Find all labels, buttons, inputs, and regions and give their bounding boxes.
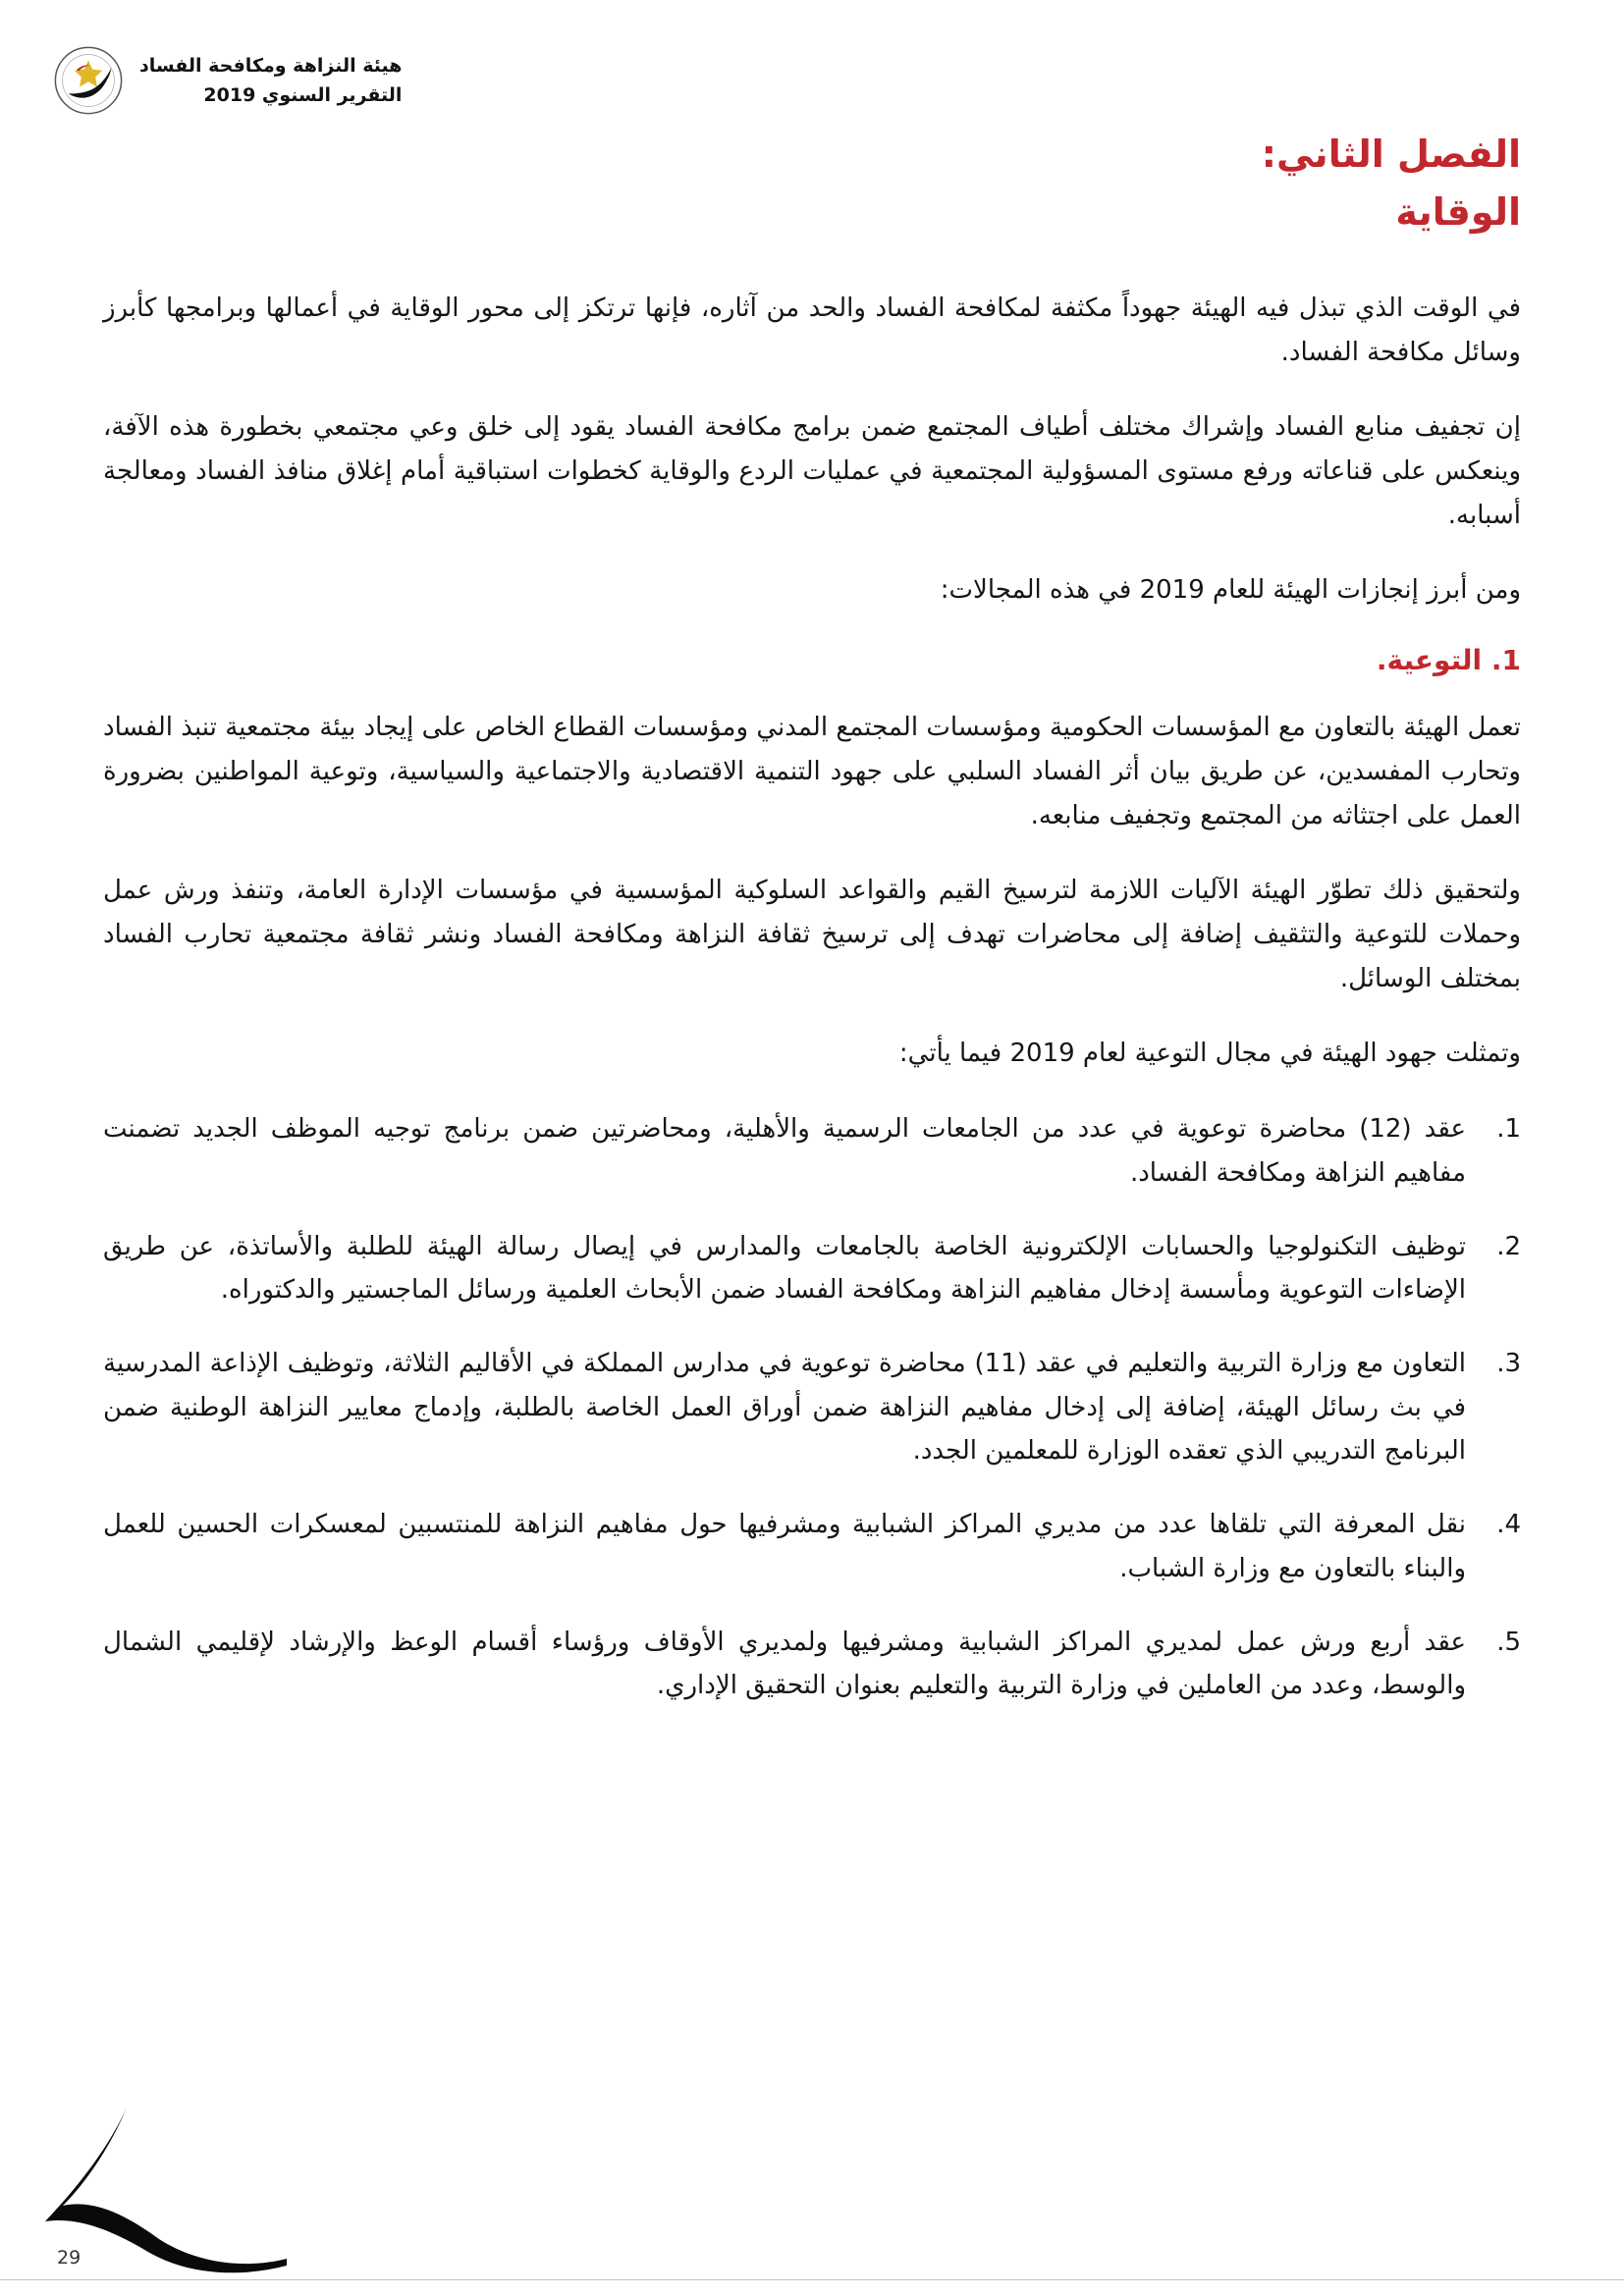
awareness-paragraph-3: وتمثلت جهود الهيئة في مجال التوعية لعام 2019 فيما يأتي:	[898, 1039, 1521, 1069]
chapter-title-line1: الفصل الثاني:	[1261, 133, 1521, 176]
brand-text	[139, 51, 402, 111]
list-item-text: توظيف التكنولوجيا والحسابات الإلكترونية الخاصة بالجامعات والمدارس في إيصال رسالة الهيئة للطلبة والأساتذة، عن طريق الإضاءات التوعوية ومأسسة إدخال مفاهيم النزاهة ومكافحة الفساد ضمن الأبحاث العلمية ورسائل الماجستير والدكتوراه.	[103, 1231, 1466, 1306]
list-item-text: نقل المعرفة التي تلقاها عدد من مديري المراكز الشبابية ومشرفيها حول مفاهيم النزاهة للمنتسبين لمعسكرات الحسين للعمل والبناء بالتعاون مع وزارة الشباب.	[103, 1510, 1466, 1583]
list-item-text: التعاون مع وزارة التربية والتعليم في عقد (11) محاضرة توعوية في مدارس المملكة في الأقاليم الثلاثة، وتوظيف الإذاعة المدرسية في بث رسائل الهيئة، إضافة إلى إدخال مفاهيم النزاهة ضمن أوراق العمل الخاصة بالطلبة، وإدماج معايير النزاهة الوطنية ضمن البرنامج التدريبي الذي تعقده الوزارة للمعلمين الجدد.	[103, 1349, 1467, 1467]
list-item	[103, 1225, 1521, 1312]
list-item-text: عقد (12) محاضرة توعوية في عدد من الجامعات الرسمية والأهلية، ومحاضرتين ضمن برنامج توجيه الموظف الجديد تضمنت مفاهيم النزاهة ومكافحة الفساد.	[103, 1114, 1466, 1188]
list-item	[103, 1503, 1521, 1590]
list-item-number: 5.	[1496, 1627, 1521, 1657]
list-item	[103, 1107, 1521, 1195]
intro-paragraph-3: ومن أبرز إنجازات الهيئة للعام 2019 في هذه المجالات:	[940, 575, 1521, 606]
report-header	[53, 45, 402, 116]
list-item-number: 3.	[1496, 1349, 1521, 1378]
list-item-number: 4.	[1496, 1510, 1521, 1540]
list-item-number: 1.	[1496, 1114, 1521, 1145]
chapter-title-line2: الوقاية	[1395, 189, 1521, 234]
list-item-number: 2.	[1496, 1231, 1521, 1261]
awareness-list	[103, 1107, 1521, 1708]
report-title: التقرير السنوي 2019	[203, 84, 403, 106]
page-number: 29	[57, 2247, 81, 2269]
org-logo-icon	[53, 45, 124, 116]
intro-paragraph-1: في الوقت الذي تبذل فيه الهيئة جهوداً مكثفة لمكافحة الفساد والحد من آثاره، فإنها ترتكز إلى محور الوقاية في أعمالها وبرامجها كأبرز وسائل مكافحة الفساد.	[103, 293, 1521, 367]
awareness-paragraph-2: ولتحقيق ذلك تطوّر الهيئة الآليات اللازمة لترسيخ القيم والقواعد السلوكية المؤسسية في مؤسسات الإدارة العامة، وتنفذ ورش عمل وحملات للتوعية والتثقيف إضافة إلى محاضرات تهدف إلى ترسيخ ثقافة النزاهة ومكافحة الفساد ونشر ثقافة مجتمعية تحارب الفساد بمختلف الوسائل.	[103, 876, 1521, 993]
list-item	[103, 1342, 1521, 1473]
intro-paragraph-2: إن تجفيف منابع الفساد وإشراك مختلف أطياف المجتمع ضمن برامج مكافحة الفساد يقود إلى خلق وعي مجتمعي بخطورة هذه الآفة، وينعكس على قناعاته ورفع مستوى المسؤولية المجتمعية في عمليات الردع والوقاية كخطوات استباقية أمام إغلاق منافذ الفساد ومعالجة أسبابه.	[103, 412, 1521, 530]
awareness-paragraph-1: تعمل الهيئة بالتعاون مع المؤسسات الحكومية ومؤسسات المجتمع المدني ومؤسسات القطاع الخاص على إيجاد بيئة مجتمعية تنبذ الفساد وتحارب المفسدين، عن طريق بيان أثر الفساد السلبي على جهود التنمية الاقتصادية والاجتماعية والسياسية، وتوعية المواطنين بضرورة العمل على اجتثاثه من المجتمع وتجفيف منابعه.	[103, 713, 1521, 830]
section-heading-awareness: 1. التوعية.	[1376, 644, 1521, 677]
org-name: هيئة النزاهة ومكافحة الفساد	[139, 54, 403, 77]
page-content	[103, 126, 1521, 1737]
list-item	[103, 1621, 1521, 1708]
chapter-title	[103, 126, 1521, 241]
list-item-text: عقد أربع ورش عمل لمديري المراكز الشبابية ومشرفيها ولمديري الأوقاف ورؤساء أقسام الوعظ والإرشاد لإقليمي الشمال والوسط، وعدد من العاملين في وزارة التربية والتعليم بعنوان التحقيق الإداري.	[103, 1627, 1466, 1701]
